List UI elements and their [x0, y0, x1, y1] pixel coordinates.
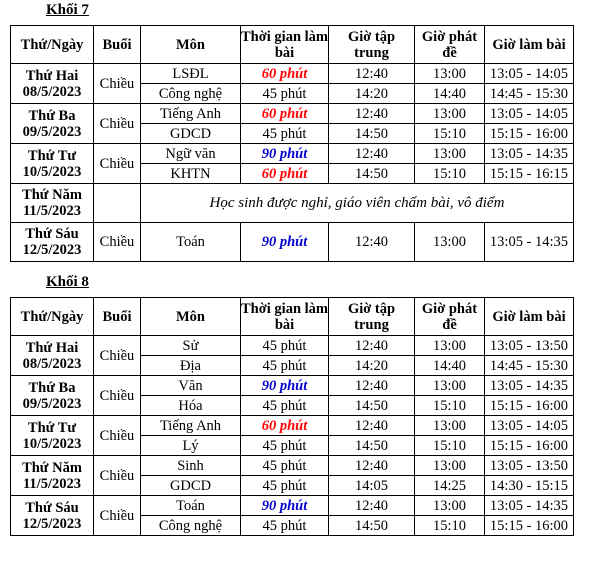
release-cell: 14:40 [415, 356, 485, 376]
table-row [11, 376, 574, 396]
day-date: 10/5/2023 [22, 435, 82, 452]
time-cell: 15:15 - 16:00 [485, 124, 574, 144]
header-session: Buổi [94, 26, 141, 64]
table-row [11, 416, 574, 436]
day-cell [11, 456, 94, 496]
day-name: Thứ Tư [27, 147, 77, 164]
duration-cell: 45 phút [241, 124, 329, 144]
subject-cell: KHTN [141, 164, 241, 184]
header-release: Giờ phát đề [415, 26, 485, 64]
gather-cell: 12:40 [329, 144, 415, 164]
release-cell: 14:40 [415, 84, 485, 104]
header-time: Giờ làm bài [485, 298, 574, 336]
day-date: 08/5/2023 [22, 355, 82, 372]
header-subject: Môn [141, 26, 241, 64]
session-cell: Chiều [94, 376, 141, 416]
duration-cell: 45 phút [241, 456, 329, 476]
gather-cell: 14:50 [329, 124, 415, 144]
day-cell [11, 104, 94, 144]
header-time: Giờ làm bài [485, 26, 574, 64]
header-gather: Giờ tập trung [329, 26, 415, 64]
time-cell: 13:05 - 14:35 [485, 376, 574, 396]
session-cell: Chiều [94, 456, 141, 496]
grade-7-schedule-table [10, 25, 574, 262]
release-cell: 13:00 [415, 376, 485, 396]
duration-cell: 60 phút [241, 64, 329, 84]
release-cell: 13:00 [415, 456, 485, 476]
time-cell: 15:15 - 16:15 [485, 164, 574, 184]
time-cell: 15:15 - 16:00 [485, 436, 574, 456]
duration-cell: 45 phút [241, 84, 329, 104]
subject-cell: Toán [141, 223, 241, 262]
release-cell: 13:00 [415, 144, 485, 164]
release-cell: 13:00 [415, 336, 485, 356]
gather-cell: 12:40 [329, 223, 415, 262]
duration-cell: 45 phút [241, 356, 329, 376]
session-cell: Chiều [94, 104, 141, 144]
subject-cell: Công nghệ [141, 516, 241, 536]
table-row [11, 104, 574, 124]
day-date: 08/5/2023 [22, 83, 82, 100]
release-cell: 15:10 [415, 516, 485, 536]
day-cell [11, 376, 94, 416]
release-cell: 15:10 [415, 436, 485, 456]
subject-cell: GDCD [141, 476, 241, 496]
duration-cell: 90 phút [241, 223, 329, 262]
session-cell [94, 184, 141, 223]
gather-cell: 12:40 [329, 456, 415, 476]
table-row [11, 456, 574, 476]
session-cell: Chiều [94, 64, 141, 104]
table-row [11, 144, 574, 164]
release-cell: 15:10 [415, 164, 485, 184]
day-date: 12/5/2023 [22, 515, 82, 532]
header-session: Buổi [94, 298, 141, 336]
day-cell [11, 64, 94, 104]
header-row [11, 298, 574, 336]
time-cell: 15:15 - 16:00 [485, 396, 574, 416]
header-release: Giờ phát đề [415, 298, 485, 336]
day-date: 09/5/2023 [22, 395, 82, 412]
table-row [11, 336, 574, 356]
gather-cell: 14:05 [329, 476, 415, 496]
gather-cell: 12:40 [329, 336, 415, 356]
release-cell: 13:00 [415, 496, 485, 516]
gather-cell: 14:50 [329, 396, 415, 416]
duration-cell: 45 phút [241, 336, 329, 356]
duration-cell: 60 phút [241, 104, 329, 124]
duration-cell: 60 phút [241, 416, 329, 436]
subject-cell: Lý [141, 436, 241, 456]
header-gather: Giờ tập trung [329, 298, 415, 336]
subject-cell: Sinh [141, 456, 241, 476]
release-cell: 13:00 [415, 104, 485, 124]
time-cell: 15:15 - 16:00 [485, 516, 574, 536]
subject-cell: Ngữ văn [141, 144, 241, 164]
day-date: 11/5/2023 [22, 475, 81, 492]
release-cell: 14:25 [415, 476, 485, 496]
duration-cell: 90 phút [241, 376, 329, 396]
day-name: Thứ Sáu [25, 226, 79, 242]
gather-cell: 14:20 [329, 356, 415, 376]
session-cell: Chiều [94, 336, 141, 376]
release-cell: 15:10 [415, 396, 485, 416]
table-row [11, 223, 574, 262]
gather-cell: 12:40 [329, 104, 415, 124]
header-duration: Thời gian làm bài [241, 298, 329, 336]
duration-cell: 45 phút [241, 396, 329, 416]
gather-cell: 12:40 [329, 496, 415, 516]
time-cell: 13:05 - 14:35 [485, 144, 574, 164]
day-cell [11, 496, 94, 536]
day-name: Thứ Hai [25, 339, 79, 356]
header-day: Thứ/Ngày [11, 298, 94, 336]
duration-cell: 90 phút [241, 144, 329, 164]
time-cell: 13:05 - 13:50 [485, 456, 574, 476]
gather-cell: 14:50 [329, 164, 415, 184]
subject-cell: Tiếng Anh [141, 416, 241, 436]
day-date: 11/5/2023 [22, 203, 81, 219]
subject-cell: Toán [141, 496, 241, 516]
day-name: Thứ Năm [22, 187, 82, 203]
grade-7-heading: Khối 7 [46, 2, 89, 18]
duration-cell: 60 phút [241, 164, 329, 184]
subject-cell: Hóa [141, 396, 241, 416]
header-row [11, 26, 574, 64]
day-cell [11, 416, 94, 456]
session-cell: Chiều [94, 496, 141, 536]
day-name: Thứ Năm [22, 459, 82, 476]
time-cell: 13:05 - 13:50 [485, 336, 574, 356]
day-name: Thứ Sáu [25, 499, 79, 516]
subject-cell: Sử [141, 336, 241, 356]
day-date: 10/5/2023 [22, 163, 82, 180]
release-cell: 15:10 [415, 124, 485, 144]
table-row [11, 184, 574, 223]
gather-cell: 12:40 [329, 376, 415, 396]
session-cell: Chiều [94, 223, 141, 262]
gather-cell: 14:50 [329, 516, 415, 536]
day-name: Thứ Tư [27, 419, 77, 436]
day-date: 09/5/2023 [22, 123, 82, 140]
session-cell: Chiều [94, 144, 141, 184]
gather-cell: 14:20 [329, 84, 415, 104]
duration-cell: 45 phút [241, 516, 329, 536]
day-cell [11, 184, 94, 223]
table-row [11, 496, 574, 516]
session-cell: Chiều [94, 416, 141, 456]
subject-cell: Tiếng Anh [141, 104, 241, 124]
day-cell [11, 336, 94, 376]
header-day: Thứ/Ngày [11, 26, 94, 64]
time-cell: 13:05 - 14:05 [485, 416, 574, 436]
day-date: 12/5/2023 [22, 242, 82, 258]
day-name: Thứ Ba [28, 379, 76, 396]
rest-day-note: Học sinh được nghỉ, giáo viên chấm bài, vô điểm [141, 184, 574, 223]
subject-cell: Văn [141, 376, 241, 396]
day-name: Thứ Hai [25, 67, 79, 84]
table-row [11, 64, 574, 84]
time-cell: 13:05 - 14:05 [485, 104, 574, 124]
subject-cell: GDCD [141, 124, 241, 144]
time-cell: 13:05 - 14:35 [485, 496, 574, 516]
release-cell: 13:00 [415, 223, 485, 262]
gather-cell: 12:40 [329, 416, 415, 436]
subject-cell: Công nghệ [141, 84, 241, 104]
day-cell [11, 144, 94, 184]
day-cell [11, 223, 94, 262]
duration-cell: 90 phút [241, 496, 329, 516]
duration-cell: 45 phút [241, 436, 329, 456]
time-cell: 14:45 - 15:30 [485, 356, 574, 376]
subject-cell: Địa [141, 356, 241, 376]
gather-cell: 14:50 [329, 436, 415, 456]
header-duration: Thời gian làm bài [241, 26, 329, 64]
header-subject: Môn [141, 298, 241, 336]
grade-8-schedule-table [10, 297, 574, 536]
time-cell: 14:30 - 15:15 [485, 476, 574, 496]
duration-cell: 45 phút [241, 476, 329, 496]
grade-8-heading: Khối 8 [46, 274, 89, 290]
time-cell: 13:05 - 14:35 [485, 223, 574, 262]
time-cell: 13:05 - 14:05 [485, 64, 574, 84]
day-name: Thứ Ba [28, 107, 76, 124]
release-cell: 13:00 [415, 64, 485, 84]
gather-cell: 12:40 [329, 64, 415, 84]
release-cell: 13:00 [415, 416, 485, 436]
time-cell: 14:45 - 15:30 [485, 84, 574, 104]
subject-cell: LSĐL [141, 64, 241, 84]
